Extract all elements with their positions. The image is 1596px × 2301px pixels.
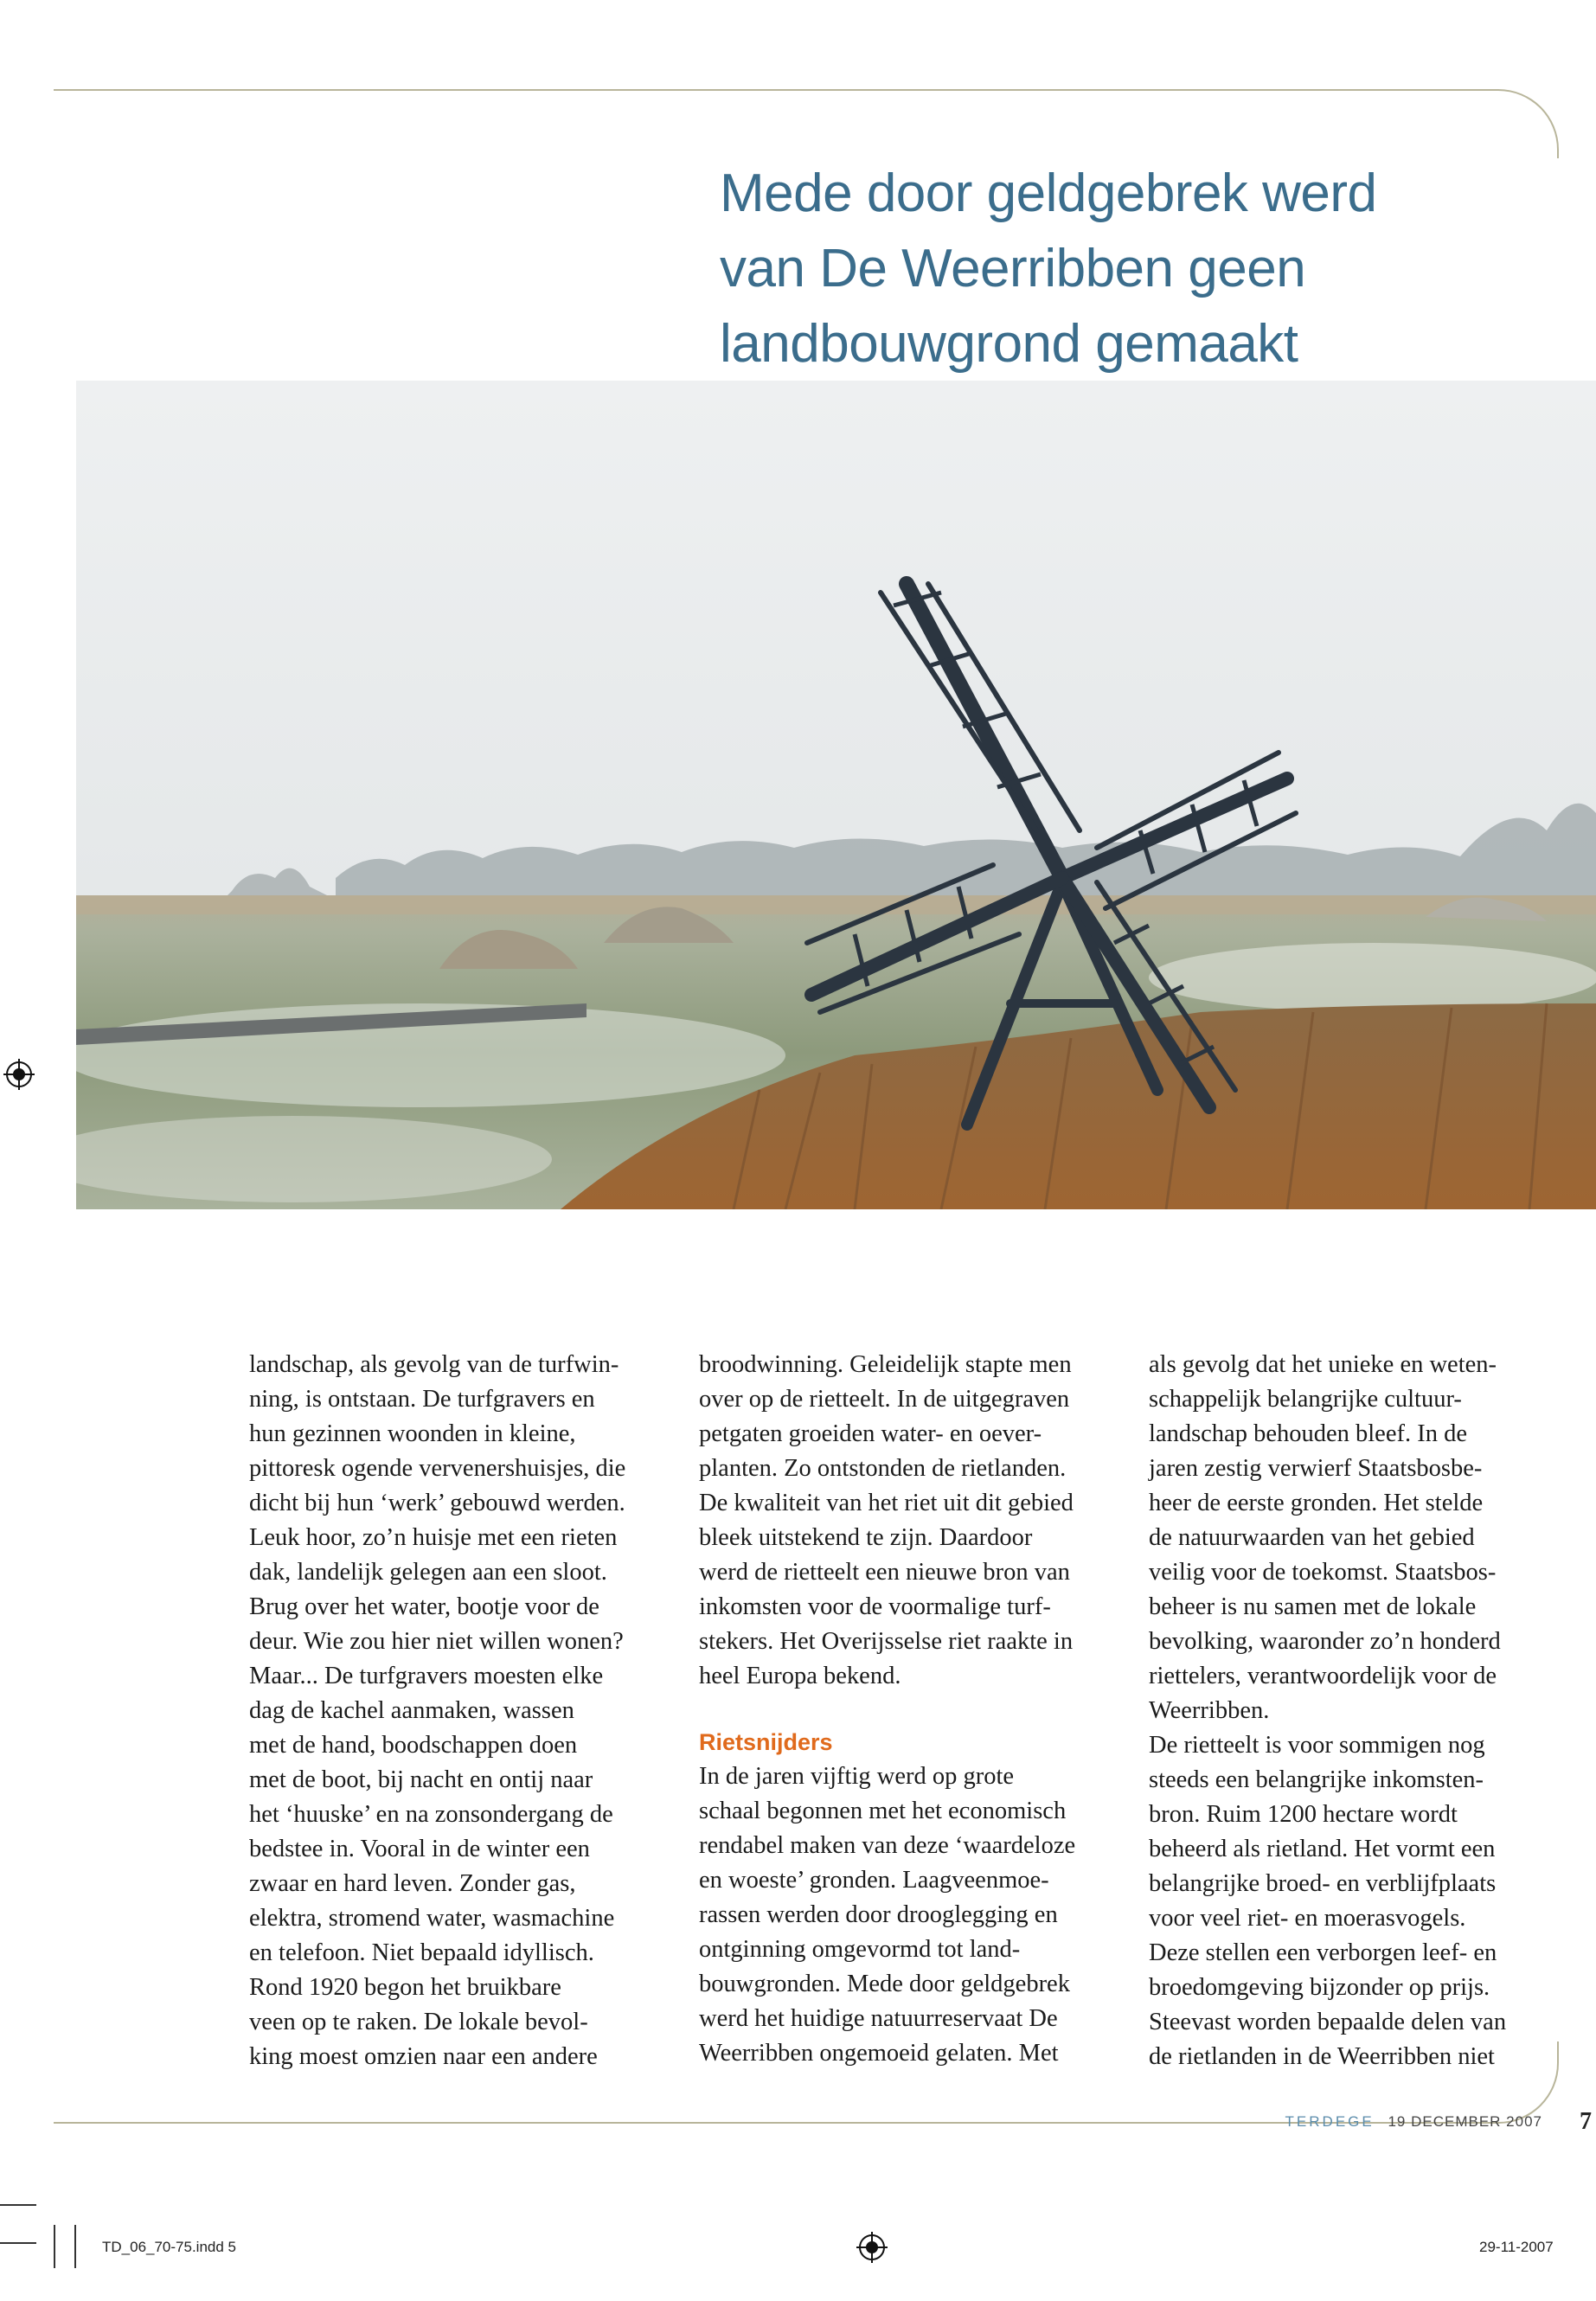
registration-mark-bottom <box>856 2232 888 2263</box>
column-2-text-a: broodwinning. Geleidelijk stapte men over op de rietteelt. In de uitgegraven petgaten groeiden water- en oever- planten. Zo ontstonden de rietlanden. De kwaliteit van het riet uit dit gebied bleek uitstekend te zijn. Daardoor werd de rietteelt een nieuwe bron van inkomsten voor de voormalige turf- stekers. Het Overijsselse riet raakte in heel Europa bekend. <box>699 1351 1074 1689</box>
crop-mark-v2 <box>74 2225 76 2268</box>
article-column-3 <box>1149 1348 1555 2074</box>
article-column-1 <box>249 1348 656 2074</box>
article-body <box>249 1348 1547 2092</box>
crop-mark-h2 <box>0 2242 36 2244</box>
headline-line-2: van De Weerribben geen <box>720 239 1306 298</box>
page-folio <box>1285 2108 1593 2135</box>
column-2-text-b: In de jaren vijftig werd op grote schaal begonnen met het economisch rendabel maken van deze ‘waardeloze en woeste’ gronden. Laagveenmoe- rassen werden door drooglegging en ontginning omgevormd tot land- bouwgronden. Mede door geldgebrek werd het huidige natuurreservaat De Weerribben ongemoeid gelaten. Met <box>699 1763 1076 2067</box>
windmill-photo <box>76 381 1596 1209</box>
pull-quote-headline <box>720 156 1498 381</box>
page-number: 7 <box>1580 2108 1593 2135</box>
slug-file-name: TD_06_70-75.indd 5 <box>102 2239 237 2255</box>
page-frame-bottom <box>54 2041 1559 2124</box>
crop-mark-v <box>54 2225 55 2268</box>
column-3-text: als gevolg dat het unieke en weten- schappelijk belangrijke cultuur- landschap behouden bleef. In de jaren zestig verwierf Staatsbosbe- heer de eerste gronden. Het stelde de natuurwaarden van het gebied veilig voor de toekomst. Staatsbos- beheer is nu samen met de lokale bevolking, waaronder zo’n honderd riettelers, verantwoordelijk voor de Weerribben. De rietteelt is voor sommigen nog steeds een belangrijke inkomsten- bron. Ruim 1200 hectare wordt beheerd als rietland. Het vormt een belangrijke broed- en verblijfplaats voor veel riet- en moerasvogels. Deze stellen een verborgen leef- en broedomgeving bijzonder op prijs. Steevast worden bepaalde delen van de rietlanden in de Weerribben niet <box>1149 1351 1507 2070</box>
crop-mark-h <box>0 2204 36 2206</box>
issue-date: 19 DECEMBER 2007 <box>1388 2113 1542 2130</box>
registration-mark-left <box>3 1059 35 1090</box>
magazine-name: TERDEGE <box>1285 2113 1375 2130</box>
headline-line-1: Mede door geldgebrek werd <box>720 163 1377 223</box>
article-column-2 <box>699 1348 1106 2071</box>
windmill-photo-illustration <box>76 381 1596 1209</box>
headline-line-3: landbouwgrond gemaakt <box>720 314 1298 374</box>
slug-date: 29-11-2007 <box>1479 2239 1554 2255</box>
column-1-text: landschap, als gevolg van de turfwin- ning, is ontstaan. De turfgravers en hun gezinnen woonden in kleine, pittoresk ogende vervenershuisjes, die dicht bij hun ‘werk’ gebouwd werden. Leuk hoor, zo’n huisje met een rieten dak, landelijk gelegen aan een sloot. Brug over het water, bootje voor de deur. Wie zou hier niet willen wonen? Maar... De turfgravers moesten elke dag de kachel aanmaken, wassen met de hand, boodschappen doen met de boot, bij nacht en ontij naar het ‘huuske’ en na zonsondergang de bedstee in. Vooral in de winter een zwaar en hard leven. Zonder gas, elektra, stromend water, wasmachine en telefoon. Niet bepaald idyllisch. Rond 1920 begon het bruikbare veen op te raken. De lokale bevol- king moest omzien naar een andere <box>249 1351 626 2070</box>
page-frame-top <box>54 89 1559 158</box>
subheading-rietsnijders: Rietsnijders <box>699 1729 833 1755</box>
